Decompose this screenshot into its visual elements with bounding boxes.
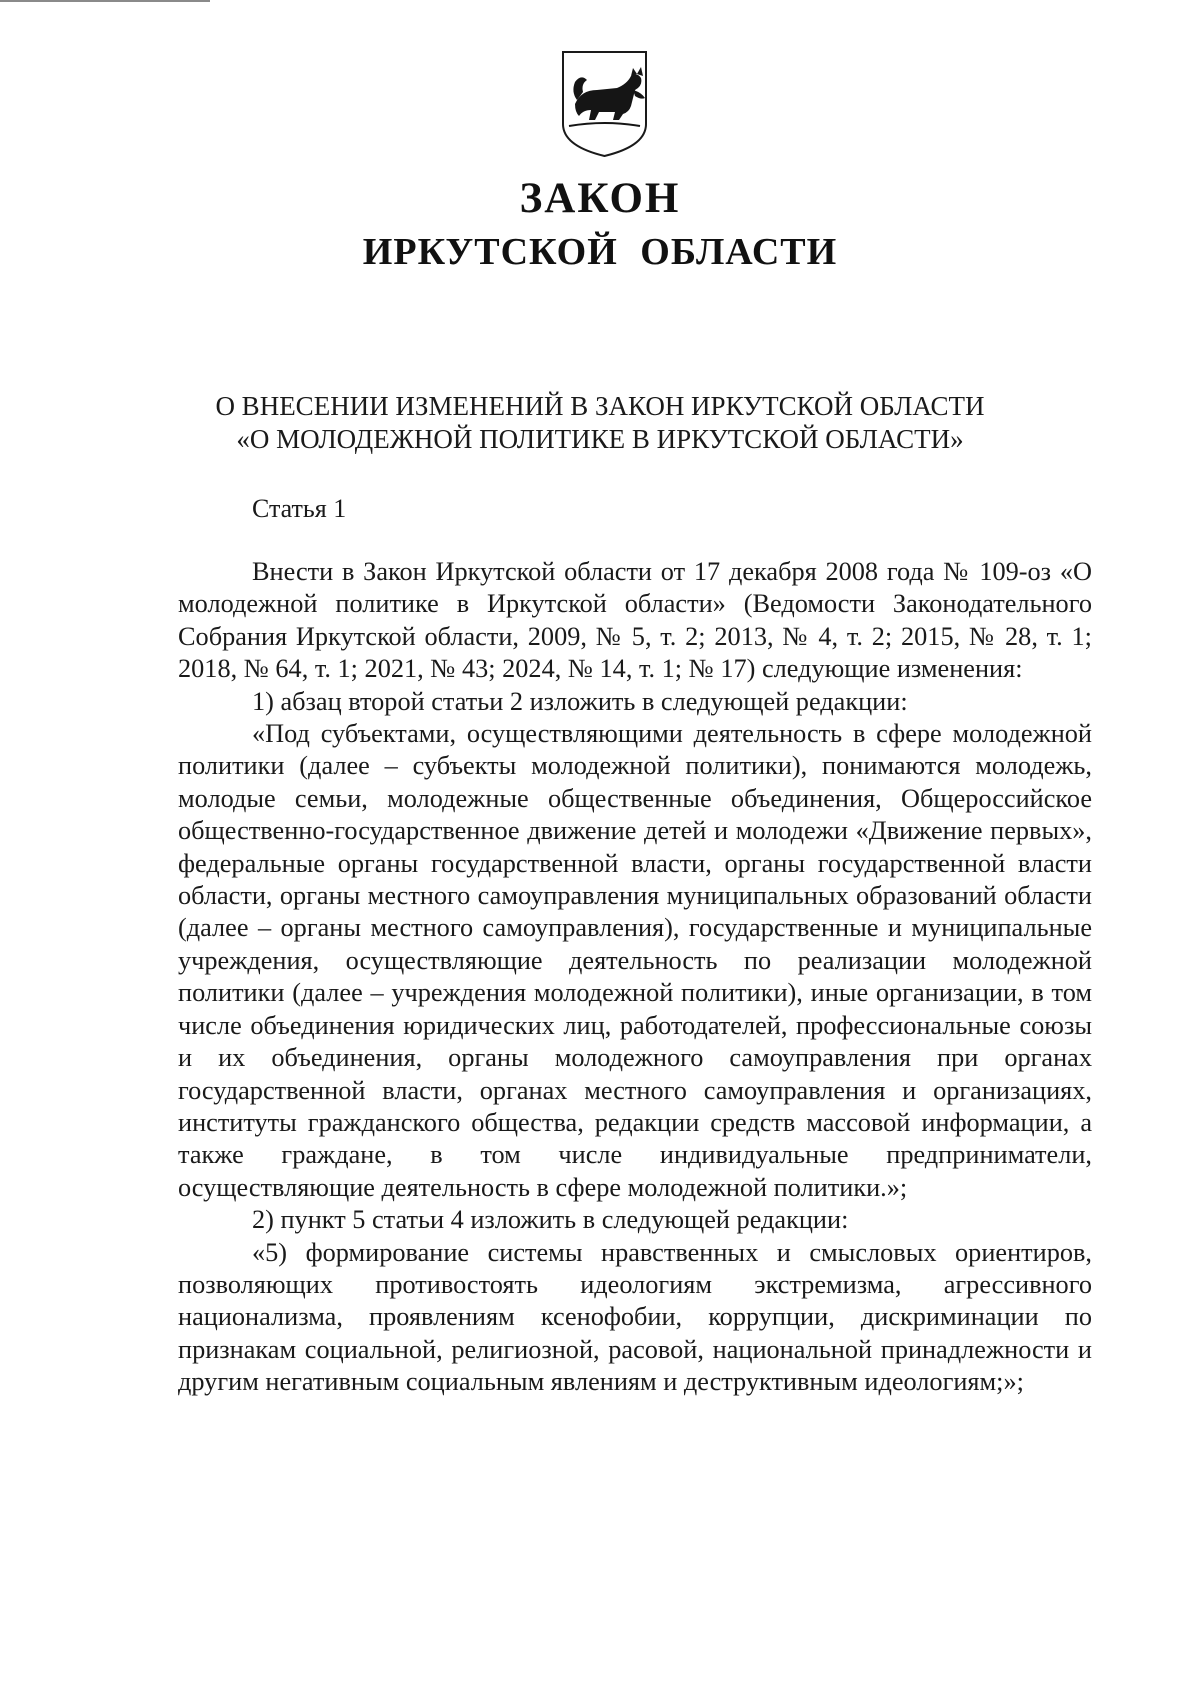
subtitle-line: О ВНЕСЕНИИ ИЗМЕНЕНИЙ В ЗАКОН ИРКУТСКОЙ ОБЛАСТИ (215, 391, 985, 421)
region-title: ИРКУТСКОЙ ОБЛАСТИ (362, 231, 838, 273)
paragraph-quote-article-2: «Под субъектами, осуществляющими деятельность в сфере молодежной политики (далее – субъекты молодежной политики), понимаются молодежь, молодые семьи, молодежные общественные объединения, Общероссийское общественно-государственное движение детей и молодежи «Движение первых», федеральные органы государственной власти, органы государственной власти области, органы местного самоуправления муниципальных образований области (далее – органы местного самоуправления), государственные и муниципальные учреждения, осуществляющие деятельность по реализации молодежной политики (далее – учреждения молодежной политики), иные организации, в том числе объединения юридических лиц, работодателей, профессиональные союзы и их объединения, органы молодежного самоуправления при органах государственной власти, органах местного самоуправления и организациях, институты гражданского общества, редакции средств массовой информации, а также граждане, в том числе индивидуальные предприниматели, осуществляющие деятельность в сфере молодежной политики.»; (178, 719, 1092, 1202)
irkutsk-coat-of-arms-icon (561, 145, 648, 162)
article-body (178, 556, 1092, 1399)
coat-of-arms (561, 50, 648, 158)
law-subject-heading (0, 390, 1200, 456)
document-type-title: ЗАКОН (519, 175, 681, 222)
subtitle-line: «О МОЛОДЕЖНОЙ ПОЛИТИКЕ В ИРКУТСКОЙ ОБЛАСТИ» (236, 424, 964, 454)
paragraph-item-2: 2) пункт 5 статьи 4 изложить в следующей редакции: (252, 1205, 849, 1235)
article-heading: Статья 1 (252, 494, 347, 523)
paragraph-item-1: 1) абзац второй статьи 2 изложить в следующей редакции: (252, 686, 908, 716)
paragraph-amendment-intro: Внести в Закон Иркутской области от 17 декабря 2008 года № 109-оз «О молодежной политике в Иркутской области» (Ведомости Законодательного Собрания Иркутской области, 2009, № 5, т. 2; 2013, № 4, т. 2; 2015, № 28, т. 1; 2018, № 64, т. 1; 2021, № 43; 2024, № 14, т. 1; № 17) следующие изменения: (178, 557, 1092, 684)
paragraph-quote-article-4: «5) формирование системы нравственных и смысловых ориентиров, позволяющих противостоять идеологиям экстремизма, агрессивного национализма, проявлениям ксенофобии, коррупции, дискриминации по признакам социальной, религиозной, расовой, национальной принадлежности и другим негативным социальным явлениям и деструктивным идеологиям;»; (178, 1237, 1092, 1397)
